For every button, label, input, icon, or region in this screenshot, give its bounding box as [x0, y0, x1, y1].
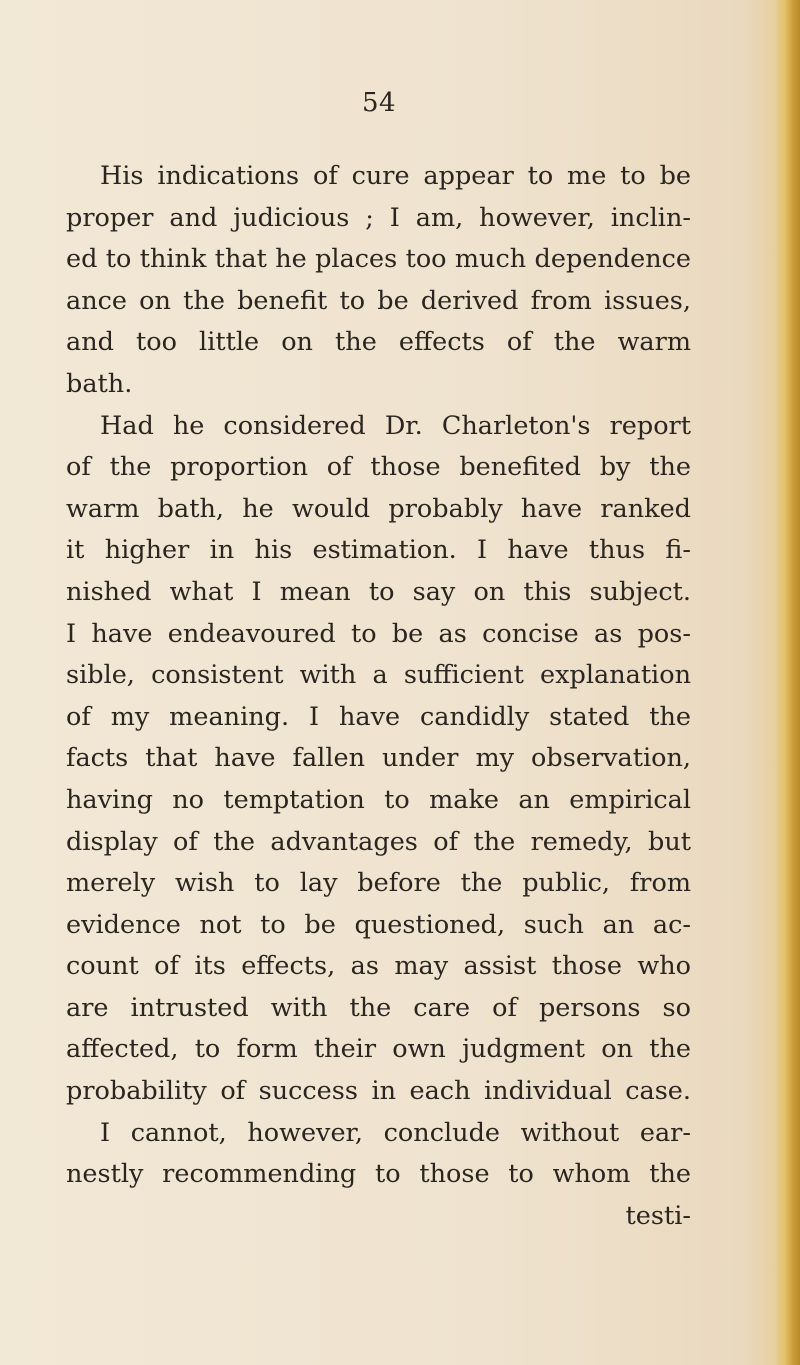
text-line: it higher in his estimation. I have thus fi- — [66, 535, 691, 566]
text-line: sible, consistent with a sufficient explanation — [66, 660, 691, 691]
text-line: are intrusted with the care of persons so — [66, 992, 691, 1023]
text-line: having no temptation to make an empirical — [66, 784, 691, 815]
text-line: probability of success in each individual case. — [66, 1076, 691, 1107]
text-line: evidence not to be questioned, such an ac- — [66, 909, 691, 940]
text-line: of the proportion of those benefited by the — [66, 452, 691, 483]
text-line: affected, to form their own judgment on the — [66, 1034, 691, 1065]
page-edge-shading — [774, 0, 800, 1365]
text-line: I cannot, however, conclude without ear- — [100, 1117, 691, 1148]
text-line: of my meaning. I have candidly stated the — [66, 701, 691, 732]
text-line: facts that have fallen under my observation, — [66, 743, 691, 774]
text-line: Had he considered Dr. Charleton's report — [100, 410, 691, 441]
text-line: His indications of cure appear to me to be — [100, 161, 691, 191]
text-line: bath. — [66, 368, 133, 399]
text-line: nestly recommending to those to whom the — [66, 1159, 691, 1190]
text-line: count of its effects, as may assist those who — [66, 951, 691, 982]
text-line: merely wish to lay before the public, from — [66, 868, 691, 899]
page-number: 54 — [362, 88, 397, 118]
text-line: proper and judicious ; I am, however, inclin- — [66, 202, 691, 233]
text-line: and too little on the effects of the warm — [66, 327, 691, 358]
text-line: ance on the benefit to be derived from issues, — [66, 285, 691, 316]
text-line: display of the advantages of the remedy, but — [66, 826, 691, 857]
text-line: I have endeavoured to be as concise as pos- — [66, 618, 691, 649]
text-line: warm bath, he would probably have ranked — [66, 493, 691, 524]
text-line: nished what I mean to say on this subject. — [66, 576, 691, 607]
text-line: ed to think that he places too much dependence — [66, 244, 691, 275]
body-text — [66, 156, 691, 1237]
catchword: testi- — [625, 1200, 691, 1231]
